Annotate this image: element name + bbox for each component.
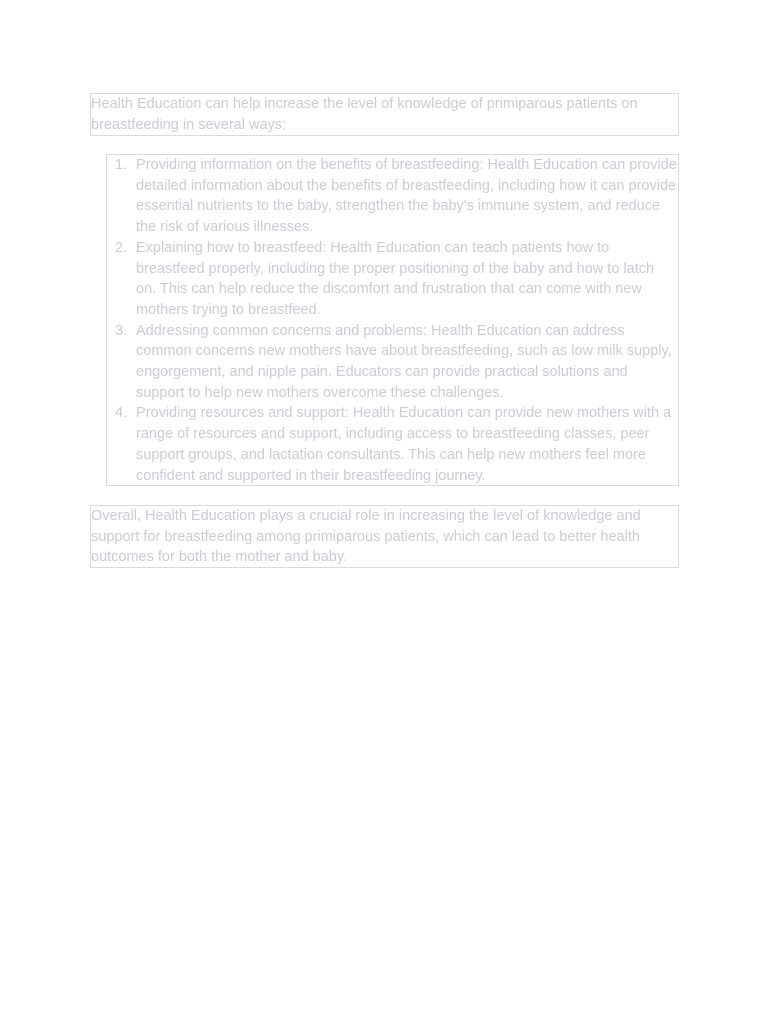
ways-list-box xyxy=(106,154,679,486)
list-item: Explaining how to breastfeed: Health Education can teach patients how to breastfeed properly, including the proper positioning of the baby and how to latch on. This can help reduce the discomfort and frustration that can come with new mothers trying to breastfeed. xyxy=(136,239,655,318)
intro-text: Health Education can help increase the level of knowledge of primiparous patients on breastfeeding in several ways: xyxy=(91,96,638,133)
list-item: Providing resources and support: Health Education can provide new mothers with a range of resources and support, including access to breastfeeding classes, peer support groups, and lactation consultants. This can help new mothers feel more confident and supported in their breastfeeding journey. xyxy=(136,405,672,484)
conclusion-paragraph xyxy=(90,505,679,568)
intro-paragraph xyxy=(90,93,679,136)
ways-list xyxy=(107,155,678,486)
list-item: Providing information on the benefits of breastfeeding: Health Education can provide detailed information about the benefits of breastfeeding, including how it can provide essential nutrients to the baby, strengthen the baby's immune system, and reduce the risk of various illnesses. xyxy=(136,157,677,236)
conclusion-text: Overall, Health Education plays a crucial role in increasing the level of knowledge and support for breastfeeding among primiparous patients, which can lead to better health outcomes for both the mother and baby. xyxy=(91,508,641,566)
list-item: Addressing common concerns and problems: Health Education can address common concerns new mothers have about breastfeeding, such as low milk supply, engorgement, and nipple pain. Educators can provide practical solutions and support to help new mothers overcome these challenges. xyxy=(136,322,672,401)
